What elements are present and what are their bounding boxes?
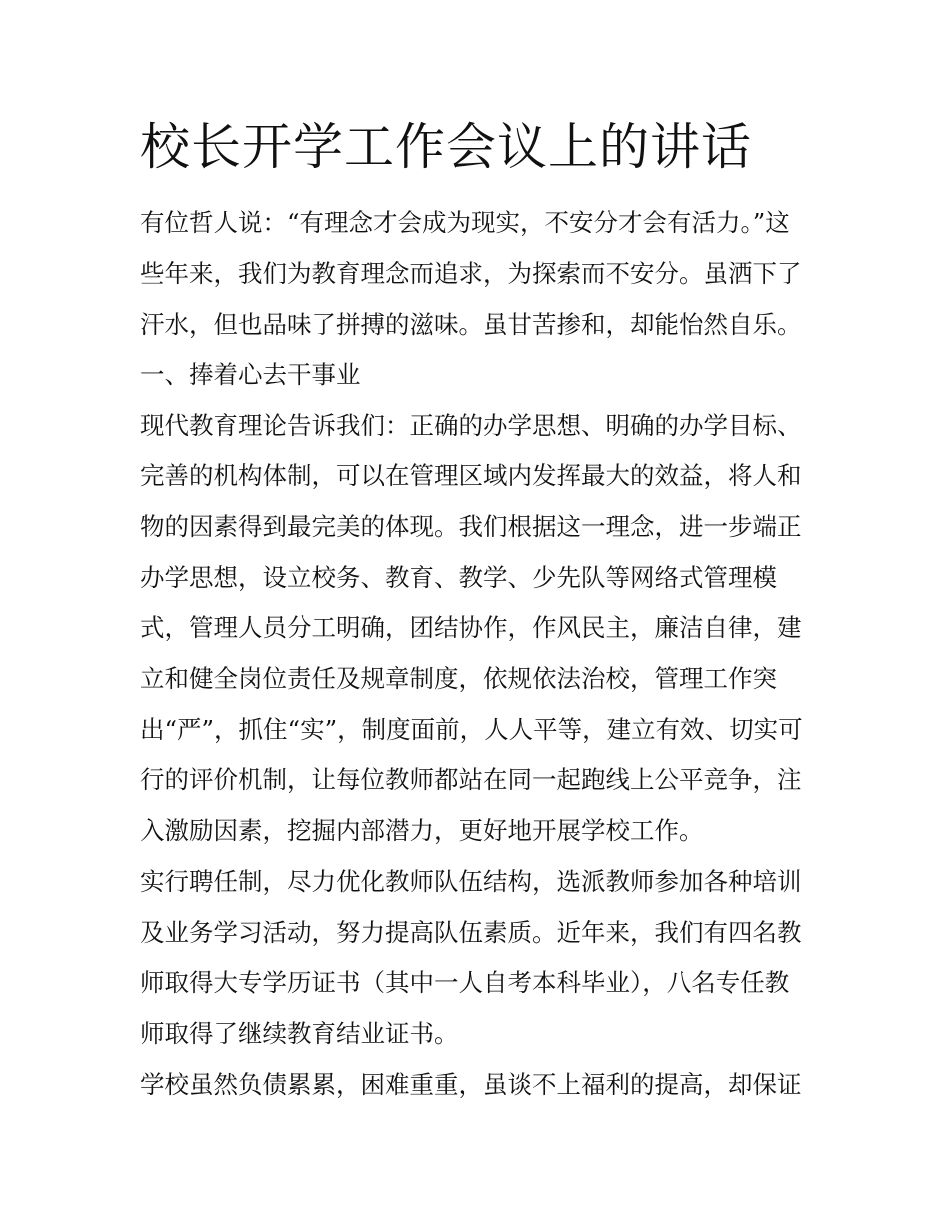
text-line: 行的评价机制，让每位教师都站在同一起跑线上公平竞争，注 [140,765,802,794]
section-heading: 一、捧着心去干事业 [140,360,361,389]
text-line: 完善的机构体制，可以在管理区域内发挥最大的效益，将人和 [140,461,802,490]
text-line: 汗水，但也品味了拼搏的滋味。虽甘苦掺和，却能怡然自乐。 [140,310,802,339]
text-line: 出“严”，抓住“实”，制度面前，人人平等，建立有效、切实可 [140,715,803,744]
text-line: 有位哲人说：“有理念才会成为现实，不安分才会有活力。”这 [140,208,790,237]
text-line: 实行聘任制，尽力优化教师队伍结构，选派教师参加各种培训 [140,867,802,896]
text-line: 师取得大专学历证书（其中一人自考本科毕业），八名专任教 [140,968,790,997]
text-line: 现代教育理论告诉我们：正确的办学思想、明确的办学目标、 [140,411,802,440]
text-line: 立和健全岗位责任及规章制度，依规依法治校，管理工作突 [140,664,777,693]
text-line: 些年来，我们为教育理念而追求，为探索而不安分。虽洒下了 [140,259,802,288]
text-line: 办学思想，设立校务、教育、教学、少先队等网络式管理模 [140,563,777,592]
text-line: 及业务学习活动，努力提高队伍素质。近年来，我们有四名教 [140,918,802,947]
text-line: 入激励因素，挖掘内部潜力，更好地开展学校工作。 [140,816,704,845]
text-line: 师取得了继续教育结业证书。 [140,1019,459,1048]
document-title: 校长开学工作会议上的讲话 [140,118,752,176]
text-line: 物的因素得到最完美的体现。我们根据这一理念，进一步端正 [140,512,802,541]
text-line: 式，管理人员分工明确，团结协作，作风民主，廉洁自律，建 [140,613,802,642]
text-line: 学校虽然负债累累，困难重重，虽谈不上福利的提高，却保证 [140,1070,802,1099]
